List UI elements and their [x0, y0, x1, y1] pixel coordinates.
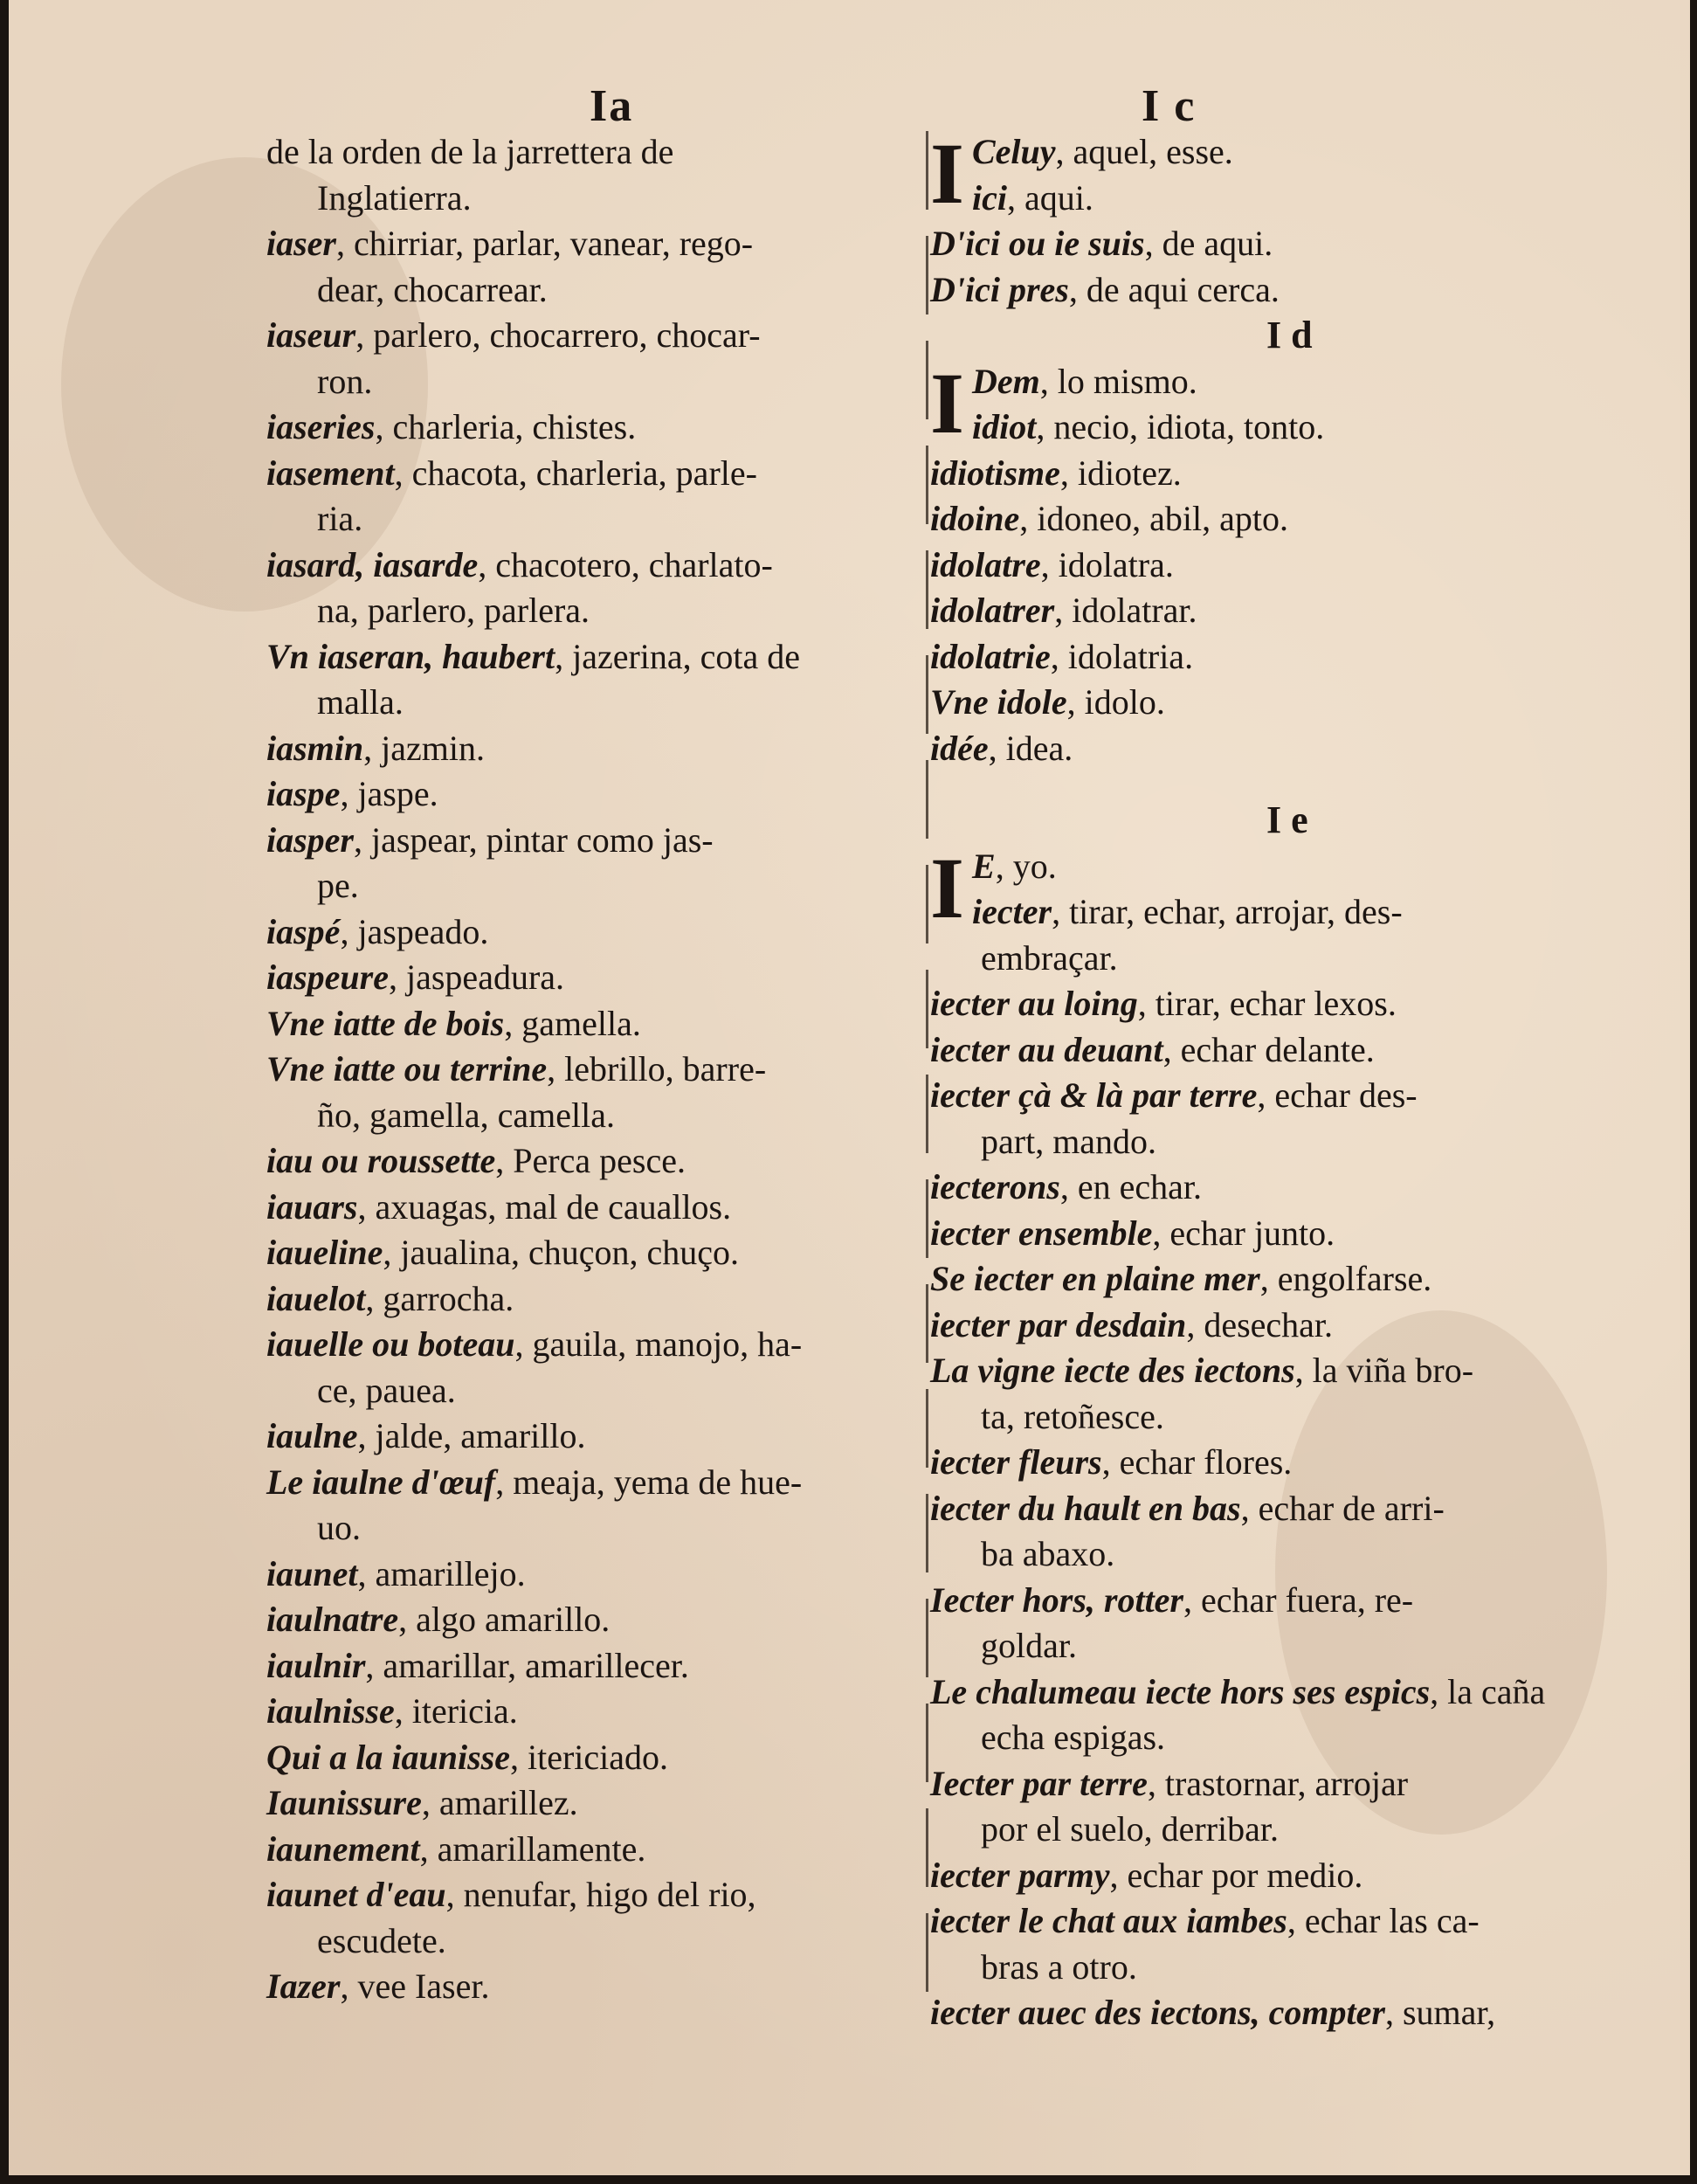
- entry-line: [266, 404, 930, 451]
- definition: , itericia.: [394, 1691, 518, 1731]
- headword: iaseries: [266, 407, 376, 446]
- dropcap-letter: I: [930, 354, 964, 452]
- entry-line-continuation: [266, 680, 930, 726]
- entry-line: [266, 129, 930, 176]
- entry-line: [930, 267, 1611, 314]
- headword: iau ou roussette: [266, 1141, 496, 1180]
- definition: , de aqui cerca.: [1068, 269, 1280, 309]
- entry-line: [930, 129, 1611, 176]
- headword: iaulnir: [266, 1645, 366, 1685]
- headword: iaunet: [266, 1553, 358, 1593]
- dictionary-entry: [266, 543, 930, 634]
- definition: , sumar,: [1384, 1993, 1496, 2032]
- entry-line: [930, 1165, 1611, 1211]
- entry-line: [266, 1780, 930, 1827]
- definition: ria.: [317, 499, 363, 538]
- entry-line: [930, 1990, 1611, 2036]
- headword: Vne idole: [930, 682, 1067, 722]
- entry-line-continuation: [930, 1807, 1611, 1853]
- entry-line: [930, 1578, 1611, 1624]
- entry-line: [266, 1413, 930, 1460]
- headword: Le iaulne d'œuf: [266, 1462, 496, 1502]
- entries-ic: [930, 221, 1611, 313]
- dictionary-entry: [266, 404, 930, 451]
- headword: ici: [972, 177, 1007, 218]
- headword: Vne iatte de bois: [266, 1003, 505, 1043]
- definition: , gamella.: [504, 1003, 641, 1043]
- dictionary-entry: [930, 1486, 1611, 1578]
- dictionary-entry: [930, 1348, 1611, 1440]
- dictionary-entry: [930, 726, 1611, 772]
- dictionary-entry: [266, 1413, 930, 1460]
- definition: , desechar.: [1186, 1304, 1334, 1344]
- definition: dear, chocarrear.: [317, 269, 548, 309]
- dictionary-entry: [266, 634, 930, 726]
- dictionary-entry: [930, 1440, 1611, 1486]
- entry-line: [266, 313, 930, 359]
- definition: , idea.: [988, 728, 1073, 768]
- entry-line: [930, 359, 1611, 405]
- headword: iaspé: [266, 911, 341, 951]
- entry-line: [266, 1689, 930, 1735]
- headword: iecter ensemble: [930, 1213, 1153, 1253]
- dropcap-letter: I: [930, 839, 964, 936]
- definition: , necio, idiota, tonto.: [1036, 407, 1325, 446]
- left-column-header: Ia: [590, 81, 634, 131]
- entries-ie: [930, 981, 1611, 2036]
- definition: , echar junto.: [1152, 1213, 1335, 1253]
- entry-line: [930, 726, 1611, 772]
- definition: part, mando.: [981, 1121, 1157, 1161]
- entry-line: [930, 981, 1611, 1027]
- headword: Dem: [972, 361, 1040, 401]
- entry-line-continuation: [266, 1505, 930, 1552]
- dictionary-entry: [266, 221, 930, 313]
- headword: idolatrer: [930, 591, 1055, 630]
- entry-line: [266, 726, 930, 772]
- definition: , jazerina, cota de: [555, 636, 801, 676]
- headword: iaulne: [266, 1416, 358, 1455]
- entry-line: [930, 1027, 1611, 1074]
- dictionary-entry: [266, 726, 930, 772]
- dictionary-entry: [266, 1230, 930, 1276]
- definition: , jaualina, chuçon, chuço.: [383, 1233, 739, 1272]
- dictionary-entry: [266, 1276, 930, 1323]
- entry-line: [266, 543, 930, 589]
- entry-line-continuation: [266, 1368, 930, 1414]
- dictionary-entry: [930, 221, 1611, 267]
- headword: iecter parmy: [930, 1855, 1110, 1895]
- dictionary-entry: [266, 129, 930, 221]
- dictionary-entry: [266, 1735, 930, 1781]
- headword: idolatrie: [930, 636, 1051, 676]
- definition: , parlero, chocarrero, chocar-: [355, 315, 761, 355]
- entry-line: [266, 955, 930, 1001]
- headword: iaulnisse: [266, 1691, 395, 1731]
- headword: iecter fleurs: [930, 1442, 1102, 1482]
- definition: , amarillar, amarillecer.: [365, 1645, 689, 1685]
- definition: , garrocha.: [365, 1278, 514, 1318]
- entry-line: [930, 1440, 1611, 1486]
- definition: ta, retoñesce.: [981, 1396, 1164, 1436]
- headword: iasard, iasarde: [266, 544, 479, 584]
- definition: , trastornar, arrojar: [1147, 1763, 1409, 1803]
- definition: Inglatierra.: [317, 177, 472, 218]
- entry-line: [930, 889, 1611, 936]
- definition: , Perca pesce.: [495, 1141, 686, 1180]
- dictionary-entry: [930, 1853, 1611, 1899]
- entry-line: [930, 451, 1611, 497]
- entry-line-continuation: [266, 359, 930, 405]
- entry-line: [266, 221, 930, 267]
- definition: , amarillejo.: [357, 1553, 526, 1593]
- entry-line: [930, 404, 1611, 451]
- entry-line: [930, 1761, 1611, 1807]
- dictionary-entry: [930, 1669, 1611, 1761]
- definition: , jazmin.: [363, 728, 486, 768]
- definition: , chirriar, parlar, vanear, rego-: [336, 224, 754, 263]
- entry-line: [930, 1348, 1611, 1394]
- dictionary-entry: [266, 1780, 930, 1827]
- definition: , idolatra.: [1040, 544, 1174, 584]
- definition: , jalde, amarillo.: [357, 1416, 586, 1455]
- entry-line: [266, 1597, 930, 1643]
- definition: , amarillamente.: [419, 1828, 646, 1869]
- dictionary-entry: [266, 1827, 930, 1873]
- headword: Iecter hors, rotter: [930, 1579, 1183, 1620]
- headword: D'ici ou ie suis: [930, 224, 1145, 263]
- definition: , lo mismo.: [1039, 361, 1197, 401]
- dictionary-entry: [930, 981, 1611, 1027]
- entry-line: [930, 588, 1611, 634]
- dictionary-entry: [930, 1761, 1611, 1853]
- entry-line: [266, 1872, 930, 1918]
- dictionary-entry: [266, 451, 930, 543]
- entry-line-continuation: [266, 496, 930, 543]
- entry-line-continuation: [266, 863, 930, 909]
- definition: , meaja, yema de hue-: [495, 1462, 803, 1502]
- right-entries: [930, 125, 1611, 2036]
- dictionary-entry: [930, 1211, 1611, 1257]
- dictionary-entry: [930, 1027, 1611, 1074]
- entry-line: [266, 1138, 930, 1185]
- definition: , la caña: [1430, 1671, 1546, 1711]
- dictionary-entry: [266, 1001, 930, 1047]
- headword: iaunement: [266, 1828, 420, 1869]
- entry-line-continuation: [930, 1945, 1611, 1991]
- dictionary-entry: [266, 1185, 930, 1231]
- headword: iecter çà & là par terre: [930, 1075, 1258, 1115]
- definition: , jaspeadura.: [389, 957, 565, 997]
- entry-line-continuation: [266, 1093, 930, 1139]
- definition: , aqui.: [1006, 177, 1093, 218]
- definition: escudete.: [317, 1920, 446, 1960]
- dictionary-entry: [930, 1073, 1611, 1165]
- definition: uo.: [317, 1508, 361, 1547]
- dictionary-entry: [266, 1138, 930, 1185]
- dropcap-block-ie: [930, 839, 1611, 936]
- headword: Se iecter en plaine mer: [930, 1259, 1260, 1298]
- dictionary-entry: [930, 1303, 1611, 1349]
- entry-line: [266, 771, 930, 818]
- dictionary-entry: [266, 1322, 930, 1413]
- headword: Iecter par terre: [930, 1763, 1148, 1803]
- entry-line: [266, 1552, 930, 1598]
- headword: idée: [930, 728, 989, 768]
- entry-line: [266, 1460, 930, 1506]
- entry-line: [930, 1853, 1611, 1899]
- definition: , lebrillo, barre-: [547, 1049, 767, 1089]
- definition: por el suelo, derribar.: [981, 1809, 1279, 1849]
- section-header-id: I d: [1266, 314, 1313, 356]
- right-column-header: I c: [1142, 81, 1197, 131]
- dictionary-entry: [266, 1460, 930, 1552]
- definition: , la viña bro-: [1294, 1351, 1474, 1390]
- entry-line: [266, 909, 930, 956]
- book-page: [9, 0, 1690, 2175]
- definition: ño, gamella, camella.: [317, 1095, 615, 1135]
- dictionary-entry: [930, 543, 1611, 589]
- dictionary-entry: [266, 909, 930, 956]
- headword: Vn iaseran, haubert: [266, 636, 555, 676]
- entry-line-continuation: [266, 1918, 930, 1965]
- dictionary-entry: [266, 955, 930, 1001]
- headword: iasement: [266, 453, 395, 493]
- definition: ba abaxo.: [981, 1534, 1115, 1573]
- entry-line: [266, 1276, 930, 1323]
- definition: , idolo.: [1066, 682, 1165, 722]
- definition: , echar des-: [1257, 1075, 1418, 1115]
- definition: , de aqui.: [1144, 224, 1273, 263]
- entry-line: [266, 1047, 930, 1093]
- dictionary-entry: [266, 1689, 930, 1735]
- dictionary-entry: [266, 1964, 930, 2010]
- headword: iecter par desdain: [930, 1304, 1187, 1344]
- headword: idiot: [972, 407, 1037, 446]
- definition: , aquel, esse.: [1055, 132, 1233, 171]
- definition: , tirar, echar, arrojar, des-: [1052, 892, 1403, 931]
- definition: , echar fuera, re-: [1183, 1579, 1414, 1620]
- headword: iaspe: [266, 774, 341, 813]
- definition: pe.: [317, 866, 359, 905]
- headword: iasper: [266, 819, 354, 860]
- entry-line: [930, 1211, 1611, 1257]
- spacer: [930, 771, 1611, 798]
- definition: , itericiado.: [509, 1737, 669, 1777]
- definition: , chacota, charleria, parle-: [394, 453, 757, 493]
- definition: , echar por medio.: [1109, 1855, 1363, 1895]
- headword: iaulnatre: [266, 1600, 399, 1639]
- entry-line-continuation: [930, 1394, 1611, 1441]
- left-entries: [266, 129, 930, 2010]
- headword: iecter le chat aux iambes: [930, 1901, 1287, 1940]
- entry-line-continuation: embraçar.: [981, 937, 1118, 978]
- dictionary-entry: [266, 1872, 930, 1964]
- headword: iecterons: [930, 1167, 1060, 1206]
- definition: , idoneo, abil, apto.: [1019, 499, 1288, 538]
- entry-line: [930, 634, 1611, 681]
- entry-line: [266, 1964, 930, 2010]
- definition: , en echar.: [1059, 1167, 1203, 1206]
- headword: Celuy: [972, 132, 1056, 171]
- definition: , charleria, chistes.: [375, 407, 637, 446]
- headword: iecter du hault en bas: [930, 1488, 1241, 1528]
- definition: , amarillez.: [421, 1783, 578, 1822]
- entry-line: [930, 1486, 1611, 1532]
- entry-line-continuation: [266, 176, 930, 222]
- entry-line: [930, 680, 1611, 726]
- definition: , engolfarse.: [1259, 1259, 1432, 1298]
- dictionary-entry: [930, 267, 1611, 314]
- entry-line: [930, 844, 1611, 890]
- headword: iecter auec des iectons, compter: [930, 1993, 1385, 2032]
- headword: idiotisme: [930, 453, 1060, 493]
- entry-line-continuation: [930, 1715, 1611, 1761]
- entry-line: [930, 1073, 1611, 1119]
- dictionary-entry: [266, 818, 930, 909]
- dictionary-entry: [930, 496, 1611, 543]
- headword: iaseur: [266, 315, 356, 355]
- headword: iauelle ou boteau: [266, 1324, 515, 1364]
- dropcap-letter: I: [930, 125, 964, 222]
- definition: malla.: [317, 682, 404, 722]
- dictionary-entry: [930, 588, 1611, 634]
- definition: , tirar, echar lexos.: [1137, 984, 1397, 1023]
- headword: iaser: [266, 224, 336, 263]
- entry-line-continuation: [930, 1531, 1611, 1578]
- dictionary-entry: [930, 634, 1611, 681]
- dictionary-entry: [930, 1165, 1611, 1211]
- definition: , echar flores.: [1101, 1442, 1293, 1482]
- dropcap-block-id: [930, 354, 1611, 452]
- headword: Iaunissure: [266, 1783, 422, 1822]
- headword: iaunet d'eau: [266, 1875, 446, 1914]
- definition: , idiotez.: [1059, 453, 1182, 493]
- entry-line: [266, 1735, 930, 1781]
- headword: iecter au loing: [930, 984, 1138, 1023]
- definition: , gauila, manojo, ha-: [514, 1324, 803, 1364]
- entry-line: [930, 496, 1611, 543]
- headword: Le chalumeau iecte hors ses espics: [930, 1671, 1431, 1711]
- definition: , idolatria.: [1050, 636, 1194, 676]
- definition: de la orden de la jarrettera de: [266, 132, 674, 171]
- entry-line: [266, 1185, 930, 1231]
- definition: , yo.: [995, 846, 1057, 886]
- section-header-ie: I e: [1266, 798, 1308, 841]
- entry-line: [266, 1001, 930, 1047]
- definition: ron.: [317, 361, 373, 401]
- definition: , jaspear, pintar como jas-: [354, 819, 714, 860]
- entry-line-continuation: [266, 588, 930, 634]
- entry-line: [930, 1303, 1611, 1349]
- definition: na, parlero, parlera.: [317, 591, 590, 630]
- headword: La vigne iecte des iectons: [930, 1351, 1295, 1390]
- definition: , jaspe.: [340, 774, 438, 813]
- entry-line: [930, 176, 1611, 222]
- dropcap-block-ic: [930, 125, 1611, 222]
- dictionary-entry: [930, 451, 1611, 497]
- definition: , jaspeado.: [340, 911, 489, 951]
- headword: iaueline: [266, 1233, 383, 1272]
- entry-line: [930, 1898, 1611, 1945]
- headword: Vne iatte ou terrine: [266, 1049, 548, 1089]
- dictionary-entry: [266, 1047, 930, 1138]
- entry-line-continuation: [930, 1119, 1611, 1165]
- headword: idolatre: [930, 544, 1041, 584]
- headword: idoine: [930, 499, 1020, 538]
- headword: Iazer: [266, 1966, 341, 2006]
- definition: , algo amarillo.: [398, 1600, 611, 1639]
- headword: iauelot: [266, 1278, 366, 1318]
- entry-line: [266, 1643, 930, 1690]
- entry-line: [266, 1322, 930, 1368]
- entries-id: [930, 451, 1611, 772]
- entry-line: [930, 1669, 1611, 1716]
- definition: bras a otro.: [981, 1946, 1137, 1987]
- entry-line: [266, 1827, 930, 1873]
- headword: iecter au deuant: [930, 1029, 1163, 1069]
- dictionary-entry: [266, 313, 930, 404]
- dictionary-entry: [266, 1643, 930, 1690]
- dictionary-entry: [930, 1578, 1611, 1669]
- entry-line: [930, 543, 1611, 589]
- definition: , nenufar, higo del rio,: [445, 1875, 756, 1914]
- headword: iasmin: [266, 728, 364, 768]
- headword: E: [972, 846, 996, 886]
- definition: , echar delante.: [1162, 1029, 1375, 1069]
- definition: echa espigas.: [981, 1717, 1166, 1757]
- definition: , idolatrar.: [1054, 591, 1197, 630]
- entry-line: [930, 221, 1611, 267]
- dictionary-entry: [930, 1990, 1611, 2036]
- definition: , echar de arri-: [1240, 1488, 1445, 1528]
- headword: Qui a la iaunisse: [266, 1737, 510, 1777]
- headword: iauars: [266, 1186, 358, 1227]
- headword: D'ici pres: [930, 269, 1069, 309]
- entry-line: [266, 818, 930, 864]
- definition: goldar.: [981, 1626, 1077, 1665]
- entry-line: [266, 1230, 930, 1276]
- entry-line-continuation: [266, 267, 930, 314]
- dictionary-entry: [930, 1898, 1611, 1990]
- entry-line-continuation: [930, 1623, 1611, 1669]
- entry-line: [266, 451, 930, 497]
- definition: , axuagas, mal de cauallos.: [357, 1186, 732, 1227]
- headword: iaspeure: [266, 957, 389, 997]
- dictionary-entry: [930, 680, 1611, 726]
- dictionary-entry: [266, 1552, 930, 1598]
- dictionary-entry: [266, 1597, 930, 1643]
- definition: , vee Iaser.: [340, 1966, 490, 2006]
- definition: , chacotero, charlato-: [478, 544, 773, 584]
- entry-line: [266, 634, 930, 681]
- entry-line: [930, 1256, 1611, 1303]
- dictionary-entry: [266, 771, 930, 818]
- dictionary-entry: [930, 1256, 1611, 1303]
- headword: iecter: [972, 892, 1052, 931]
- definition: , echar las ca-: [1287, 1901, 1480, 1940]
- definition: ce, pauea.: [317, 1370, 456, 1410]
